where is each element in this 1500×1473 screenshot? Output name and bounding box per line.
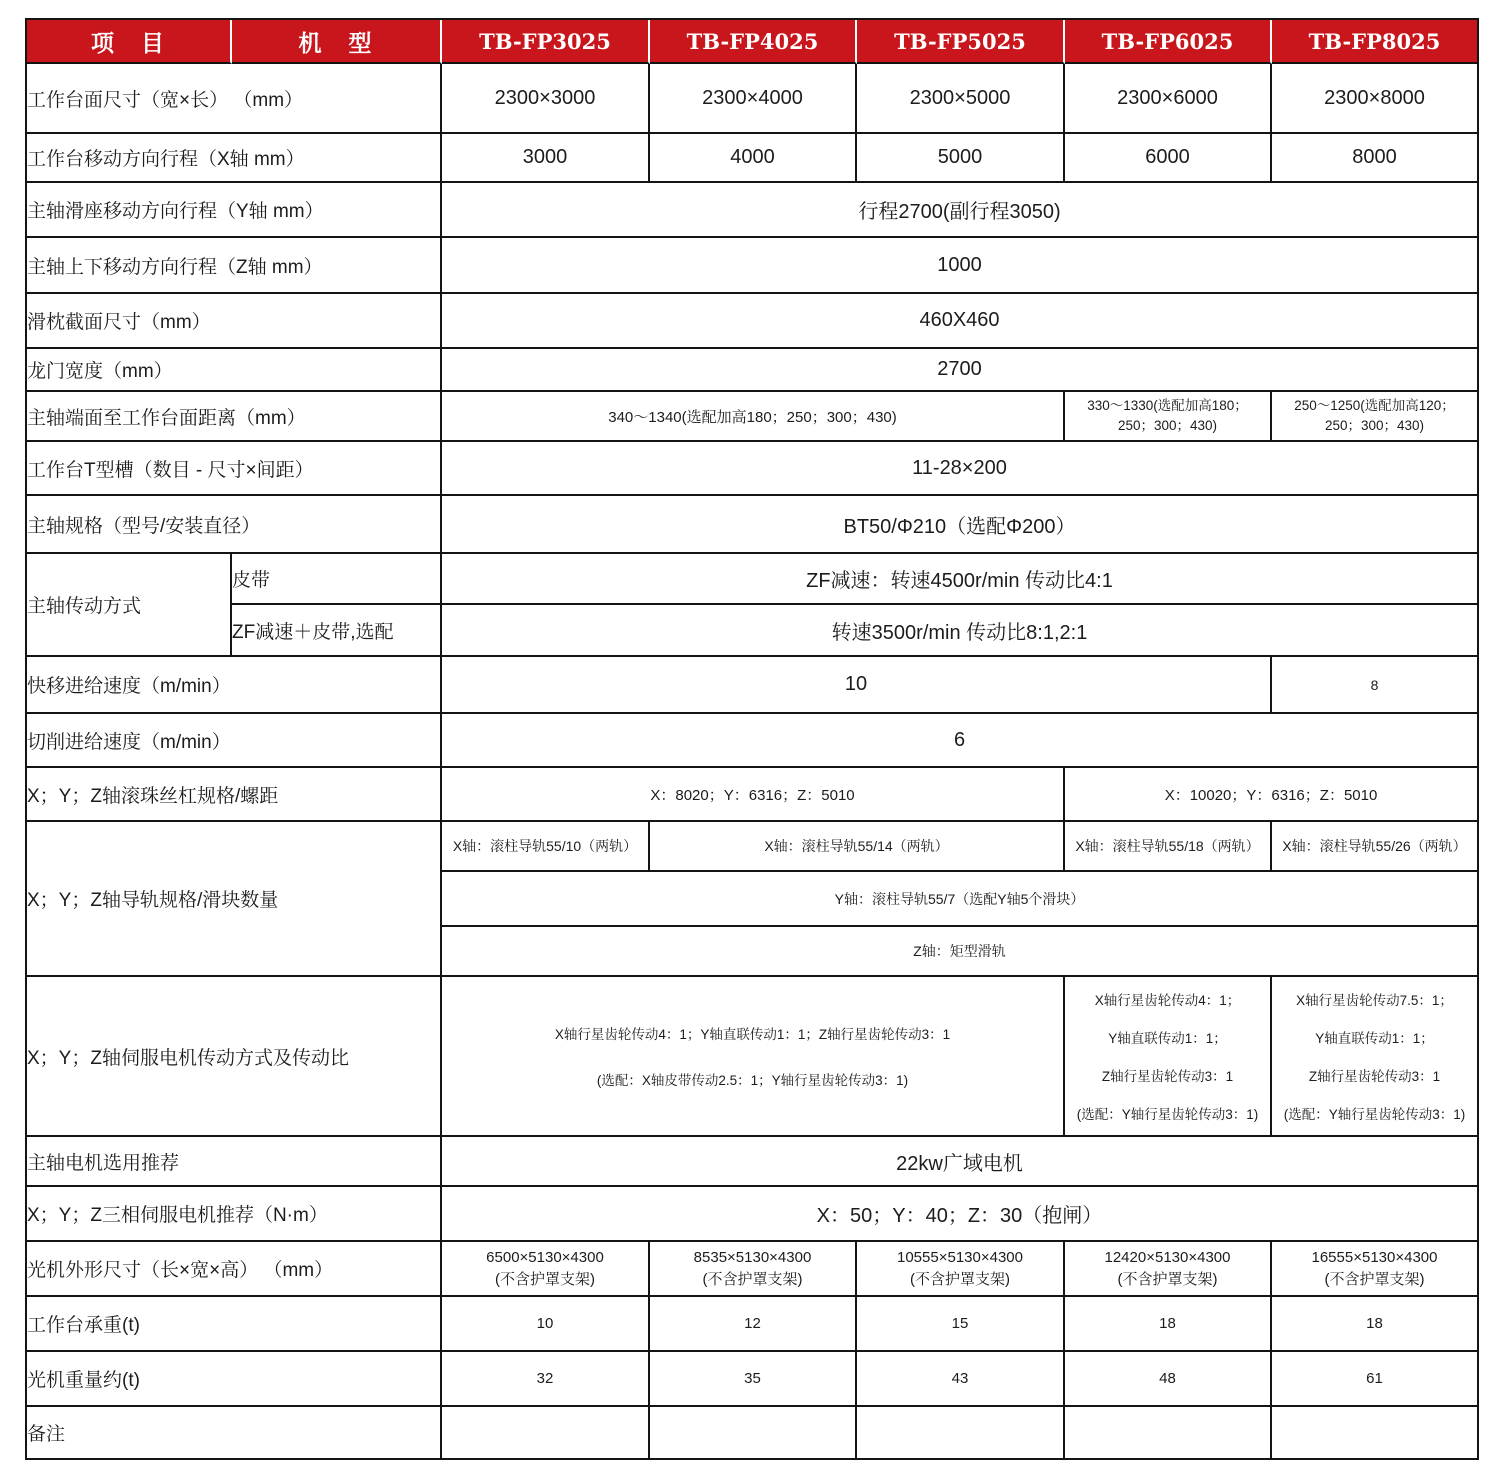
value-spindle-drive-belt: ZF减速：转速4500r/min 传动比4:1 (442, 554, 1479, 605)
value-table-load-fp8025: 18 (1272, 1297, 1479, 1352)
servo-drive-fp6025-line4: (选配：Y轴行星齿轮传动3：1) (1076, 1107, 1259, 1122)
value-machine-dims-fp5025 (857, 1242, 1065, 1297)
machine-dims-fp5025-note: (不含护罩支架) (910, 1270, 1010, 1288)
value-z-travel: 1000 (442, 238, 1479, 294)
value-x-travel-fp4025: 4000 (650, 134, 857, 183)
label-spindle-spec: 主轴规格（型号/安装直径） (27, 496, 442, 554)
value-x-travel-fp8025: 8000 (1272, 134, 1479, 183)
value-table-load-fp5025: 15 (857, 1297, 1065, 1352)
machine-dims-fp6025-note: (不含护罩支架) (1117, 1270, 1218, 1288)
label-servo-drive: X；Y；Z轴伺服电机传动方式及传动比 (27, 977, 442, 1137)
machine-dims-fp3025-note: (不含护罩支架) (495, 1270, 595, 1288)
value-rapid-feed-fp3025-6025: 10 (442, 657, 1272, 714)
row-spindle-spec (27, 496, 1479, 554)
spindle-to-table-fp6025-text: 330～1330(选配加高180；250；300；430) (1087, 398, 1248, 433)
label-gantry-width: 龙门宽度（mm） (27, 349, 442, 392)
value-t-slot: 11-28×200 (442, 442, 1479, 496)
value-spindle-spec: BT50/Φ210（选配Φ200） (442, 496, 1479, 554)
row-y-travel (27, 183, 1479, 238)
row-machine-dims (27, 1242, 1479, 1297)
value-remark-fp8025 (1272, 1407, 1479, 1460)
value-table-size-fp8025: 2300×8000 (1272, 64, 1479, 134)
label-machine-dims: 光机外形尺寸（长×宽×高） （mm） (27, 1242, 442, 1297)
servo-drive-main-line1: X轴行星齿轮传动4：1；Y轴直联传动1：1；Z轴行星齿轮传动3：1 (554, 1027, 951, 1042)
label-y-travel: 主轴滑座移动方向行程（Y轴 mm） (27, 183, 442, 238)
value-x-travel-fp6025: 6000 (1065, 134, 1272, 183)
label-z-travel: 主轴上下移动方向行程（Z轴 mm） (27, 238, 442, 294)
sublabel-belt: 皮带 (232, 554, 442, 605)
row-rapid-feed (27, 657, 1479, 714)
value-guideways-x-fp6025: X轴：滚柱导轨55/18（两轨） (1065, 822, 1272, 872)
label-servo-motor: X；Y；Z三相伺服电机推荐（N·m） (27, 1187, 442, 1242)
value-spindle-to-table-fp6025 (1065, 392, 1272, 442)
value-spindle-to-table-fp3025-5025: 340～1340(选配加高180；250；300；430) (442, 392, 1065, 442)
row-table-load (27, 1297, 1479, 1352)
header-model-fp8025: TB-FP8025 (1272, 20, 1479, 64)
servo-drive-fp6025-lines (1065, 980, 1270, 1132)
machine-dims-fp8025-note: (不含护罩支架) (1324, 1270, 1425, 1288)
header-model-label: 机 型 (232, 20, 442, 64)
value-rapid-feed-fp8025: 8 (1272, 657, 1479, 714)
row-z-travel (27, 238, 1479, 294)
value-machine-weight-fp4025: 35 (650, 1352, 857, 1407)
value-table-load-fp6025: 18 (1065, 1297, 1272, 1352)
row-x-travel (27, 134, 1479, 183)
value-guideways-x-fp4025-5025: X轴：滚柱导轨55/14（两轨） (650, 822, 1065, 872)
machine-dims-fp3025-size: 6500×5130×4300 (486, 1248, 604, 1266)
label-ram-section: 滑枕截面尺寸（mm） (27, 294, 442, 349)
value-guideways-y: Y轴：滚柱导轨55/7（选配Y轴5个滑块） (442, 872, 1479, 927)
value-machine-dims-fp6025 (1065, 1242, 1272, 1297)
machine-dims-fp4025-size: 8535×5130×4300 (693, 1248, 812, 1266)
servo-drive-fp6025-line2: Y轴直联传动1：1； (1108, 1031, 1227, 1046)
value-y-travel: 行程2700(副行程3050) (442, 183, 1479, 238)
value-table-load-fp3025: 10 (442, 1297, 650, 1352)
machine-dims-fp8025-size: 16555×5130×4300 (1311, 1248, 1438, 1266)
value-table-size-fp6025: 2300×6000 (1065, 64, 1272, 134)
row-guideways-x (27, 822, 1479, 872)
value-remark-fp3025 (442, 1407, 650, 1460)
label-guideways: X；Y；Z轴导轨规格/滑块数量 (27, 822, 442, 977)
value-table-size-fp5025: 2300×5000 (857, 64, 1065, 134)
value-spindle-drive-zf: 转速3500r/min 传动比8:1,2:1 (442, 605, 1479, 657)
value-machine-dims-fp3025 (442, 1242, 650, 1297)
row-spindle-to-table (27, 392, 1479, 442)
label-remark: 备注 (27, 1407, 442, 1460)
row-t-slot (27, 442, 1479, 496)
value-machine-weight-fp8025: 61 (1272, 1352, 1479, 1407)
row-gantry-width (27, 349, 1479, 392)
servo-drive-fp8025-line2: Y轴直联传动1：1； (1315, 1031, 1434, 1046)
value-remark-fp4025 (650, 1407, 857, 1460)
value-spindle-motor: 22kw广域电机 (442, 1137, 1479, 1187)
row-table-size (27, 64, 1479, 134)
label-t-slot: 工作台T型槽（数目 - 尺寸×间距） (27, 442, 442, 496)
label-table-load: 工作台承重(t) (27, 1297, 442, 1352)
servo-drive-fp6025-line3: Z轴行星齿轮传动3：1 (1101, 1069, 1234, 1084)
label-spindle-to-table: 主轴端面至工作台面距离（mm） (27, 392, 442, 442)
label-rapid-feed: 快移进给速度（m/min） (27, 657, 442, 714)
value-servo-motor: X：50；Y：40；Z：30（抱闸） (442, 1187, 1479, 1242)
label-cutting-feed: 切削进给速度（m/min） (27, 714, 442, 768)
value-table-load-fp4025: 12 (650, 1297, 857, 1352)
value-guideways-x-fp3025: X轴：滚柱导轨55/10（两轨） (442, 822, 650, 872)
label-spindle-motor: 主轴电机选用推荐 (27, 1137, 442, 1187)
row-spindle-drive-zf (27, 605, 1479, 657)
row-machine-weight (27, 1352, 1479, 1407)
machine-dims-fp6025-size: 12420×5130×4300 (1104, 1248, 1231, 1266)
label-table-size: 工作台面尺寸（宽×长） （mm） (27, 64, 442, 134)
servo-drive-fp8025-line3: Z轴行星齿轮传动3：1 (1308, 1069, 1441, 1084)
header-item-label: 项 目 (27, 20, 232, 64)
row-servo-drive (27, 977, 1479, 1137)
spec-table (25, 18, 1479, 1460)
value-spindle-to-table-fp8025 (1272, 392, 1479, 442)
value-remark-fp6025 (1065, 1407, 1272, 1460)
header-model-fp4025: TB-FP4025 (650, 20, 857, 64)
header-model-fp6025: TB-FP6025 (1065, 20, 1272, 64)
sublabel-zf: ZF减速＋皮带,选配 (232, 605, 442, 657)
servo-drive-fp8025-lines (1272, 980, 1477, 1132)
value-machine-weight-fp3025: 32 (442, 1352, 650, 1407)
value-machine-dims-fp8025 (1272, 1242, 1479, 1297)
servo-drive-fp6025-line1: X轴行星齿轮传动4：1； (1094, 993, 1241, 1008)
servo-drive-main-lines (442, 1010, 1063, 1102)
value-x-travel-fp3025: 3000 (442, 134, 650, 183)
row-ballscrew (27, 768, 1479, 822)
value-x-travel-fp5025: 5000 (857, 134, 1065, 183)
spindle-to-table-fp8025-text: 250～1250(选配加高120；250；300；430) (1294, 398, 1455, 433)
row-ram-section (27, 294, 1479, 349)
value-ram-section: 460X460 (442, 294, 1479, 349)
row-servo-motor (27, 1187, 1479, 1242)
value-table-size-fp4025: 2300×4000 (650, 64, 857, 134)
row-cutting-feed (27, 714, 1479, 768)
row-spindle-motor (27, 1137, 1479, 1187)
value-remark-fp5025 (857, 1407, 1065, 1460)
value-servo-drive-fp3025-5025 (442, 977, 1065, 1137)
servo-drive-fp8025-line1: X轴行星齿轮传动7.5：1； (1296, 993, 1453, 1008)
header-model-fp5025: TB-FP5025 (857, 20, 1065, 64)
servo-drive-main-line2: (选配：X轴皮带传动2.5：1；Y轴行星齿轮传动3：1) (596, 1073, 909, 1088)
value-guideways-x-fp8025: X轴：滚柱导轨55/26（两轨） (1272, 822, 1479, 872)
row-spindle-drive-belt (27, 554, 1479, 605)
value-guideways-z: Z轴：矩型滑轨 (442, 927, 1479, 977)
value-cutting-feed: 6 (442, 714, 1479, 768)
machine-dims-fp5025-size: 10555×5130×4300 (897, 1248, 1023, 1266)
value-ballscrew-fp3025-5025: X：8020；Y：6316；Z：5010 (442, 768, 1065, 822)
value-gantry-width: 2700 (442, 349, 1479, 392)
value-machine-dims-fp4025 (650, 1242, 857, 1297)
label-ballscrew: X；Y；Z轴滚珠丝杠规格/螺距 (27, 768, 442, 822)
label-x-travel: 工作台移动方向行程（X轴 mm） (27, 134, 442, 183)
label-spindle-drive: 主轴传动方式 (27, 554, 232, 657)
value-machine-weight-fp6025: 48 (1065, 1352, 1272, 1407)
servo-drive-fp8025-line4: (选配：Y轴行星齿轮传动3：1) (1283, 1107, 1466, 1122)
value-servo-drive-fp6025 (1065, 977, 1272, 1137)
machine-dims-fp4025-note: (不含护罩支架) (702, 1270, 803, 1288)
header-model-fp3025: TB-FP3025 (442, 20, 650, 64)
value-servo-drive-fp8025 (1272, 977, 1479, 1137)
value-table-size-fp3025: 2300×3000 (442, 64, 650, 134)
header-row (27, 20, 1479, 64)
value-machine-weight-fp5025: 43 (857, 1352, 1065, 1407)
row-remark (27, 1407, 1479, 1460)
value-ballscrew-fp6025-8025: X：10020；Y：6316；Z：5010 (1065, 768, 1479, 822)
label-machine-weight: 光机重量约(t) (27, 1352, 442, 1407)
